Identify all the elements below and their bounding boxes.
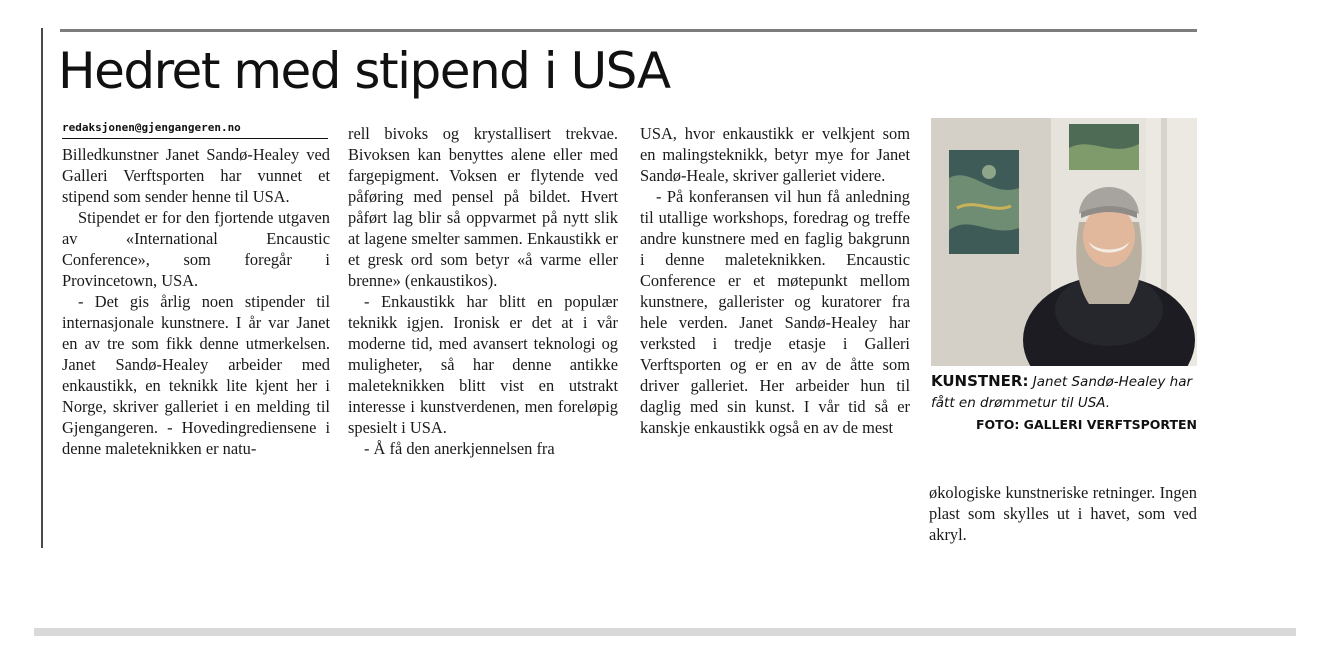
paragraph: - På konferansen vil hun få anledning til utallige workshops, foredrag og treffe andre kunstnere med en faglig bakgrunn i denne maleteknikken. Encaustic Conference er et møtepunkt mellom kunstnere, gallerister og kuratorer fra hele verden. Janet Sandø-Healey har verksted i tredje etasje i Galleri Verftsporten og er en av de åtte som driver galleriet. Her arbeider hun til daglig med sin kunst. I vår tid så er kanskje enkaustikk også en av de mest [640,187,910,437]
photo-credit: FOTO: GALLERI VERFTSPORTEN [976,417,1197,432]
article-column-2 [348,123,618,459]
paragraph: USA, hvor enkaustikk er velkjent som en malingsteknikk, betyr mye for Janet Sandø-Heale, skriver galleriet videre. [640,124,910,185]
article-column-1 [62,144,330,459]
photo-caption [931,371,1197,436]
article-column-4 [929,482,1197,545]
caption-text: Janet Sandø-Healey har fått en drømmetur til USA. [931,374,1193,411]
bottom-band [34,628,1296,636]
left-column-rule [41,28,43,548]
painting-right [1069,124,1139,170]
paragraph: - Enkaustikk har blitt en populær teknikk igjen. Ironisk er det at i vår moderne tid, med avansert teknologi og muligheter, så har denne antikke maleteknikken blitt vist en utstrakt interesse i kunstverdenen, men foreløpig spesielt i USA. [348,292,618,437]
byline-email: redaksjonen@gjengangeren.no [62,120,328,139]
paragraph: - Det gis årlig noen stipender til internasjonale kunstnere. I år var Janet en av tre som fikk denne utmerkelsen. Janet Sandø-Healey arbeider med enkaustikk, en teknikk lite kjent her i Norge, skriver galleriet i en melding til Gjengangeren. - Hovedingrediensene i denne maleteknikken er natu- [62,292,330,458]
paragraph: rell bivoks og krystallisert trekvae. Bivoksen kan benyttes alene eller med fargepigment. Voksen er flytende ved påføring med pensel på bildet. Hvert påført lag blir så oppvarmet på nytt slik at lagene smelter sammen. Enkaustikk er et gresk ord som betyr «å varme eller brenne» (enkaustikos). [348,124,618,290]
article-column-3 [640,123,910,438]
paragraph: økologiske kunstneriske retninger. Ingen plast som skylles ut i havet, som ved akryl. [929,483,1197,544]
paragraph: Billedkunstner Janet Sandø-Healey ved Galleri Verftsporten har vunnet et stipend som sender henne til USA. [62,145,330,206]
painting-left [949,150,1019,254]
artist-photo [931,118,1197,366]
paragraph: - Å få den anerkjennelsen fra [364,439,555,458]
caption-kicker: KUNSTNER: [931,372,1029,390]
headline: Hedret med stipend i USA [58,42,670,100]
paragraph: Stipendet er for den fjortende utgaven av «International Encaustic Conference», som foregår i Provincetown, USA. [62,208,330,290]
top-rule [60,29,1197,32]
